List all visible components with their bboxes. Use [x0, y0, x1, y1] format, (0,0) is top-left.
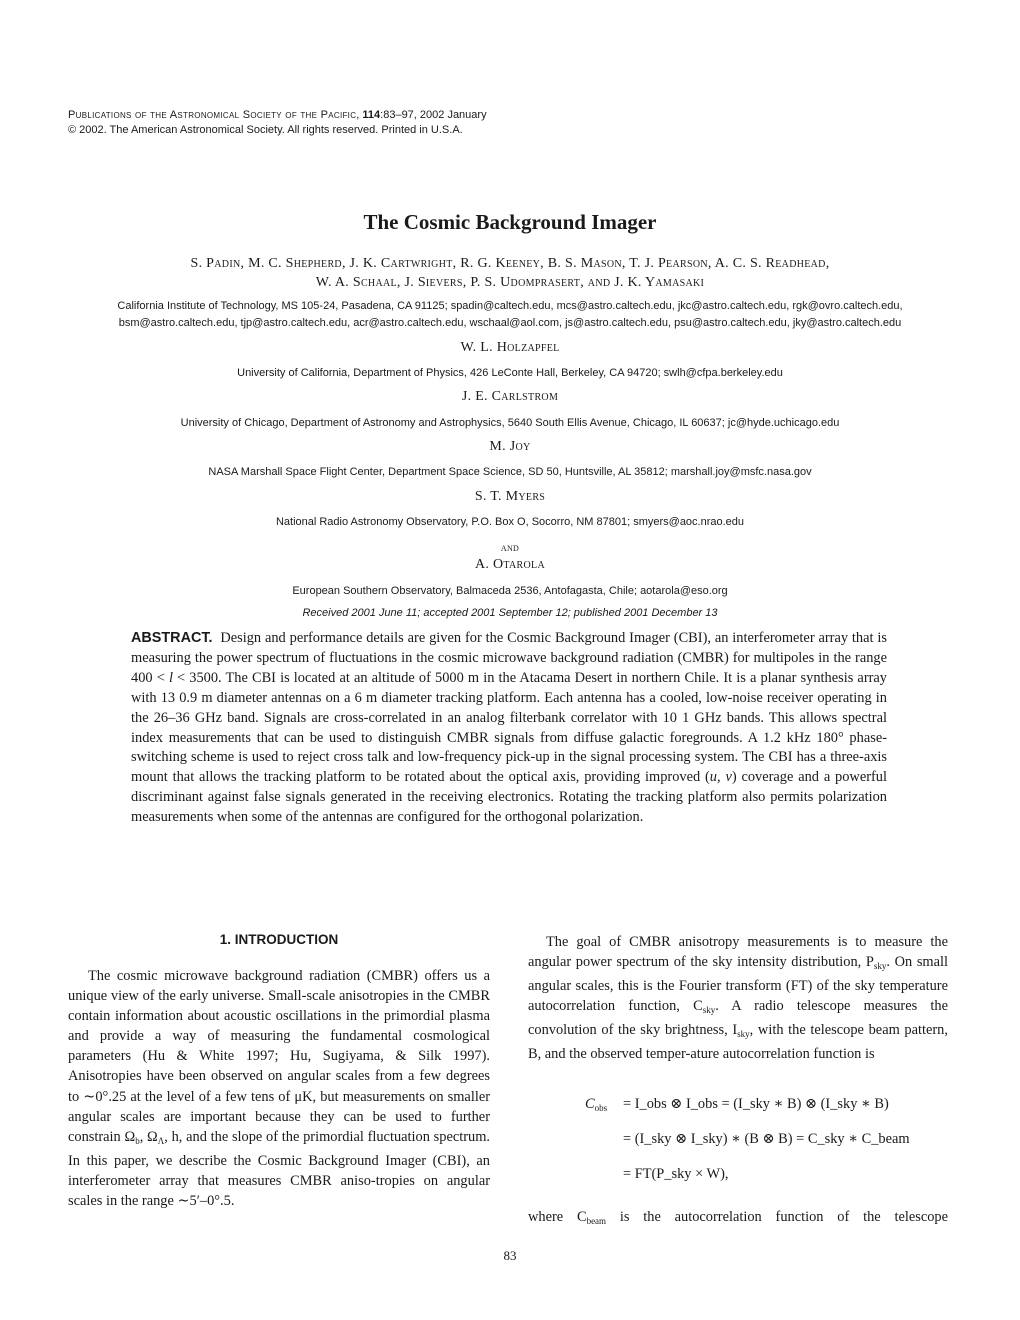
subscript: sky — [737, 1029, 750, 1040]
subscript: b — [135, 1135, 140, 1146]
author-name: A. Otarola — [475, 557, 545, 572]
author-name: W. L. Holzapfel — [460, 340, 560, 355]
subscript: obs — [594, 1103, 608, 1113]
page-number: 83 — [503, 1248, 517, 1263]
affiliation-line: bsm@astro.caltech.edu, tjp@astro.caltech.edu, acr@astro.caltech.edu, wschaal@aol.com, js@astro.caltech.edu, psu@astro.caltech.edu, jky@astro.caltech.edu — [118, 317, 902, 329]
para-text: , Ω — [139, 1128, 158, 1145]
para-text: where C — [528, 1209, 587, 1225]
affiliation: University of California, Department of Physics, 426 LeConte Hall, Berkeley, CA 94720; swlh@cfpa.berkeley.edu — [237, 367, 783, 379]
abstract-text: < 3500. The CBI is located at an altitude of 5000 m in the Atacama Desert in northern Chile. It is a planar synthesis array with 13 0.9 m diameter antennas on a 6 m diameter tracking platform. Each antenna has a cooled, low-noise receiver operating in the 26–36 GHz band. Signals are cross-correlated in an analog filterbank correlator with 10 1 GHz bands. This allows spectral index measurements that can be used to distinguish CMBR signals from diffuse galactic foregrounds. A 1.2 kHz 180° phase-switching scheme is used to reject cross talk and low-frequency pick-up in the signal processing system. The CBI has a three-axis mount that allows the tracking platform to be rotated about the optical axis, providing improved ( — [131, 669, 887, 786]
para-text: . On small angular scales, this is the Fourier transform (FT) of the sky temperature autocorrelation function, C — [528, 954, 949, 1015]
subscript: sky — [702, 1005, 716, 1016]
affiliation: NASA Marshall Space Flight Center, Department Space Science, SD 50, Huntsville, AL 35812; marshall.joy@msfc.nasa.gov — [208, 466, 812, 478]
equation-line-1: = I_obs ⊗ I_obs = (I_sky ∗ B) ⊗ (I_sky ∗ B) — [623, 1096, 889, 1112]
equation-lhs — [585, 1096, 607, 1113]
subscript: sky — [873, 961, 887, 972]
journal-header — [68, 108, 487, 138]
affiliation-caltech — [60, 298, 960, 332]
para-text: The cosmic microwave background radiation (CMBR) offers us a unique view of the early universe. Small-scale anisotropies in the CMBR contain information about acoustic oscillations in the primordial plasma and provide a way of measuring the fundamental cosmological parameters (Hu & White 1997; Hu, Sugiyama, & Silk 1997). Anisotropies have been observed on angular scales from a few degrees to ∼0°.25 at the level of a few tens of μK, but measurements on smaller angular scales are important because they can be used to further constrain Ω — [68, 968, 490, 1145]
right-paragraph — [528, 932, 948, 1065]
subscript: beam — [586, 1216, 607, 1226]
author-name: M. Joy — [489, 439, 531, 454]
affiliation-line: California Institute of Technology, MS 105-24, Pasadena, CA 91125; spadin@caltech.edu, mcs@astro.caltech.edu, jkc@astro.caltech.edu, rgk@ovro.caltech.edu, — [117, 300, 903, 312]
abstract-text: ) coverage and a powerful discriminant against false signals generated in the receiving electronics. Rotating the tracking platform also permits polarization measurements when some of the antennas are configured for the orthogonal polarization. — [131, 769, 887, 826]
subscript: Λ — [157, 1135, 165, 1146]
author-name: J. E. Carlstrom — [461, 389, 559, 404]
abstract-var: v — [725, 769, 732, 786]
abstract-label: ABSTRACT. — [131, 630, 213, 646]
abstract — [131, 629, 887, 828]
author-line: W. A. Schaal, J. Sievers, P. S. Udomprasert, and J. K. Yamasaki — [315, 275, 705, 290]
para-text: , h, and the slope of the primordial fluctuation spectrum. In this paper, we describe the Cosmic Background Imager (CBI), an interferometer array that measures CMBR aniso-tropies on angular scales in the range ∼5′–0°.5. — [68, 1128, 490, 1210]
abstract-var: l — [168, 669, 173, 686]
abstract-var: u — [709, 769, 717, 786]
journal-name: Publications of the Astronomical Society of the Pacific — [68, 109, 357, 121]
equation-line-3: = FT(P_sky × W), — [623, 1166, 729, 1182]
para-text: is the autocorrelation function of the telescope — [606, 1209, 948, 1225]
right-paragraph-continued — [528, 1207, 948, 1231]
abstract-text: , — [717, 769, 726, 786]
para-text: , with the telescope beam pattern, B, and the observed temper-ature autocorrelation function is — [528, 1022, 948, 1063]
affiliation: National Radio Astronomy Observatory, P.O. Box O, Socorro, NM 87801; smyers@aoc.nrao.edu — [275, 516, 745, 528]
section-heading: 1. INTRODUCTION — [219, 932, 339, 947]
author-list — [60, 254, 960, 292]
intro-paragraph — [68, 966, 490, 1211]
journal-volume: 114 — [362, 109, 381, 121]
journal-pages-date: :83–97, 2002 January — [380, 109, 487, 121]
paper-title: The Cosmic Background Imager — [363, 210, 657, 234]
equation-line-2: = (I_sky ⊗ I_sky) ∗ (B ⊗ B) = C_sky ∗ C_beam — [623, 1131, 910, 1147]
eq-symbol: C — [585, 1096, 595, 1112]
affiliation: European Southern Observatory, Balmaceda 2536, Antofagasta, Chile; aotarola@eso.org — [292, 585, 728, 597]
affiliation: University of Chicago, Department of Astronomy and Astrophysics, 5640 South Ellis Avenue, Chicago, IL 60637; jc@hyde.uchicago.edu — [180, 417, 840, 429]
copyright-line: © 2002. The American Astronomical Society. All rights reserved. Printed in U.S.A. — [68, 124, 463, 136]
received-dates: Received 2001 June 11; accepted 2001 September 12; published 2001 December 13 — [302, 607, 718, 619]
author-name: S. T. Myers — [474, 489, 546, 504]
para-text: . A radio telescope measures the convolution of the sky brightness, I — [528, 998, 948, 1039]
and-separator: and — [500, 540, 520, 554]
journal-citation: Publications of the Astronomical Society of the Pacific, 114:83–97, 2002 January — [68, 109, 487, 121]
abstract-text: Design and performance details are given for the Cosmic Background Imager (CBI), an interferometer array that is measuring the power spectrum of fluctuations in the cosmic microwave background radiation (CMBR) for multipoles in the range 400 < — [131, 630, 887, 686]
author-line: S. Padin, M. C. Shepherd, J. K. Cartwright, R. G. Keeney, B. S. Mason, T. J. Pearson, A. C. S. Readhead, — [190, 256, 830, 271]
para-text: The goal of CMBR anisotropy measurements is to measure the angular power spectrum of the sky intensity distribution, P — [528, 934, 948, 971]
